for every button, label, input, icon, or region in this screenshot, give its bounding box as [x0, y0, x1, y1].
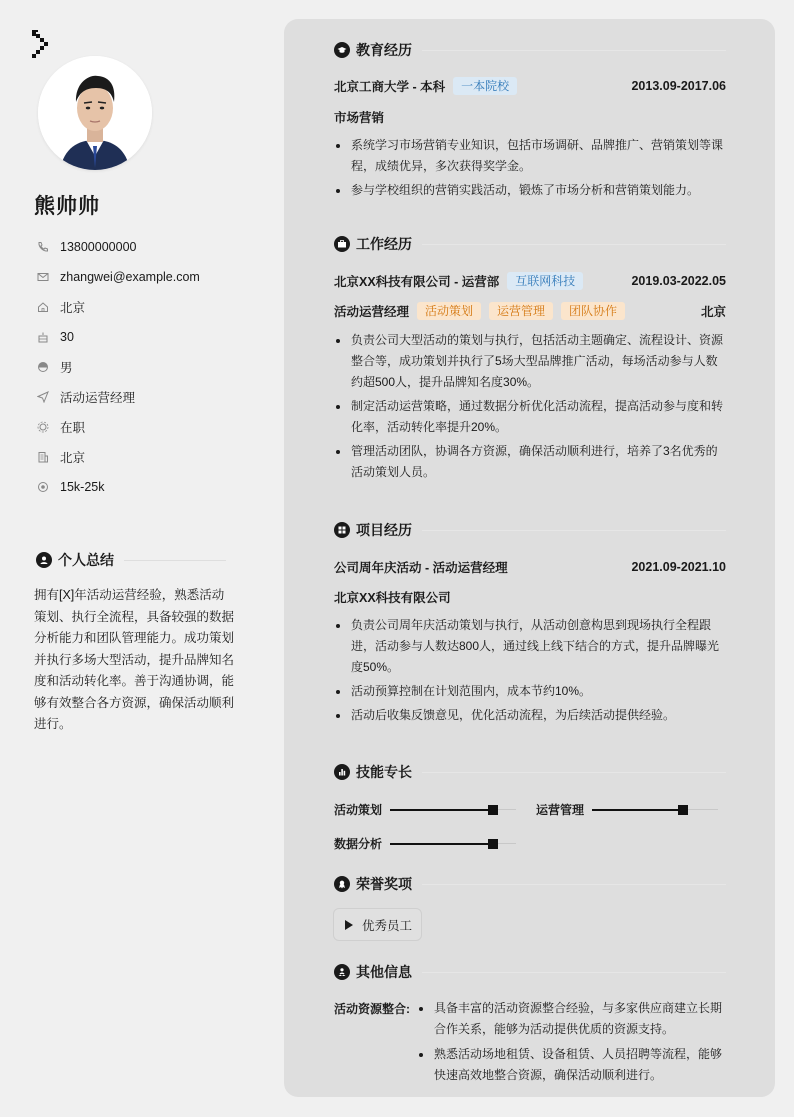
- project-bullets: [334, 615, 726, 729]
- school-name: 北京工商大学 - 本科: [334, 80, 446, 94]
- contact-text: 活动运营经理: [60, 391, 136, 405]
- contact-text: 男: [60, 361, 73, 375]
- salary-icon: [36, 480, 50, 494]
- education-date: 2013.09-2017.06: [631, 79, 726, 93]
- awards-header: [334, 874, 726, 894]
- summary-header: [36, 550, 226, 570]
- summary-title: 个人总结: [58, 552, 114, 568]
- project-row: [334, 558, 726, 576]
- mail-icon: [36, 270, 50, 284]
- other-label: 活动资源整合:: [334, 1002, 410, 1016]
- status-icon: [36, 420, 50, 434]
- list-item: 负责公司大型活动的策划与执行，包括活动主题确定、流程设计、资源整合等，成功策划并执行了5场大型品牌推广活动，每场活动参与人数约超500人，提升品牌知名度30%。: [334, 330, 726, 393]
- gender-icon: [36, 360, 50, 374]
- project-company: 北京XX科技有限公司: [334, 591, 451, 605]
- industry-tag: 互联网科技: [507, 272, 583, 290]
- other-bullets: [417, 998, 727, 1090]
- briefcase-icon: [334, 236, 350, 252]
- user-icon: [36, 552, 52, 568]
- award-item-button[interactable]: [333, 908, 422, 941]
- skill-fill: [592, 809, 683, 811]
- skill-item: [334, 835, 516, 852]
- contact-phone: [36, 232, 256, 262]
- skill-knob: [488, 805, 498, 815]
- age-icon: [36, 330, 50, 344]
- list-item: 负责公司周年庆活动策划与执行，从活动创意构思到现场执行全程跟进，活动参与人数达800人，通过线上线下结合的方式，提升品牌曝光度50%。: [334, 615, 726, 678]
- work-role-row: [334, 302, 726, 320]
- divider: [422, 772, 726, 773]
- other-header: [334, 962, 726, 982]
- skill-name: 活动策划: [334, 803, 383, 817]
- work-header: [334, 234, 726, 254]
- education-row: [334, 77, 726, 95]
- contact-text: 13800000000: [60, 240, 137, 254]
- school-tag: 一本院校: [453, 77, 517, 95]
- divider: [422, 884, 726, 885]
- work-location: 北京: [700, 305, 726, 319]
- list-item: 熟悉活动场地租赁、设备租赁、人员招聘等流程，能够快速高效地整合资源，确保活动顺利进行。: [417, 1044, 727, 1086]
- divider: [422, 50, 726, 51]
- contact-salary: [36, 472, 256, 502]
- contact-text: 北京: [60, 301, 86, 315]
- project-name: 公司周年庆活动 - 活动运营经理: [334, 561, 508, 575]
- list-item: 具备丰富的活动资源整合经验，与多家供应商建立长期合作关系，能够为活动提供优质的资源支持。: [417, 998, 727, 1040]
- skill-knob: [678, 805, 688, 815]
- list-item: 制定活动运营策略，通过数据分析优化活动流程，提高活动参与度和转化率，活动转化率提升20%。: [334, 396, 726, 438]
- education-header: [334, 40, 726, 60]
- profile-name: 熊帅帅: [34, 195, 100, 218]
- skill-item: [334, 801, 516, 818]
- skill-name: 数据分析: [334, 837, 383, 851]
- work-title: 工作经历: [356, 236, 412, 252]
- skill-item: [536, 801, 718, 818]
- list-item: 系统学习市场营销专业知识，包括市场调研、品牌推广、营销策划等课程，成绩优异，多次获得奖学金。: [334, 135, 726, 177]
- work-date: 2019.03-2022.05: [631, 274, 726, 288]
- list-item: 管理活动团队，协调各方资源，确保活动顺利进行，培养了3名优秀的活动策划人员。: [334, 441, 726, 483]
- list-item: 参与学校组织的营销实践活动，锻炼了市场分析和营销策划能力。: [334, 180, 726, 201]
- home-icon: [36, 300, 50, 314]
- project-header: [334, 520, 726, 540]
- work-row: [334, 272, 726, 290]
- project-date: 2021.09-2021.10: [631, 560, 726, 574]
- play-icon: [345, 920, 353, 930]
- skill-fill: [390, 809, 493, 811]
- send-icon: [36, 390, 50, 404]
- skill-knob: [488, 839, 498, 849]
- contact-list: [36, 232, 256, 502]
- skill-bar: [390, 803, 516, 817]
- divider: [422, 530, 726, 531]
- skills-header: [334, 762, 726, 782]
- building-icon: [36, 450, 50, 464]
- divider: [422, 972, 726, 973]
- list-item: 活动预算控制在计划范围内，成本节约10%。: [334, 681, 726, 702]
- skills-title: 技能专长: [356, 764, 412, 780]
- avatar: [38, 56, 152, 170]
- skill-name: 运营管理: [536, 803, 585, 817]
- grid-icon: [334, 522, 350, 538]
- skill-bar: [390, 837, 516, 851]
- contact-text: 30: [60, 330, 74, 344]
- contact-age: [36, 322, 256, 352]
- avatar-photo: [38, 56, 152, 170]
- skill-bar: [592, 803, 718, 817]
- work-role: 活动运营经理: [334, 305, 410, 319]
- contact-text: 15k-25k: [60, 480, 105, 494]
- other-title: 其他信息: [356, 964, 412, 980]
- award-icon: [334, 876, 350, 892]
- education-major: 市场营销: [334, 111, 385, 125]
- project-title: 项目经历: [356, 522, 412, 538]
- awards-title: 荣誉奖项: [356, 876, 412, 892]
- education-bullets: [334, 135, 726, 204]
- company-name: 北京XX科技有限公司 - 运营部: [334, 275, 500, 289]
- contact-status: [36, 412, 256, 442]
- divider: [422, 244, 726, 245]
- divider: [124, 560, 226, 561]
- bar-chart-icon: [334, 764, 350, 780]
- people-icon: [334, 964, 350, 980]
- contact-city: [36, 292, 256, 322]
- contact-text: zhangwei@example.com: [60, 270, 200, 284]
- contact-position: [36, 382, 256, 412]
- skill-tag: 活动策划: [417, 302, 481, 320]
- contact-text: 在职: [60, 421, 86, 435]
- phone-icon: [36, 240, 50, 254]
- work-bullets: [334, 330, 726, 486]
- graduation-cap-icon: [334, 42, 350, 58]
- education-title: 教育经历: [356, 42, 412, 58]
- skill-fill: [390, 843, 493, 845]
- award-label: 优秀员工: [362, 918, 413, 933]
- skill-tag: 运营管理: [489, 302, 553, 320]
- skill-tag: 团队协作: [561, 302, 625, 320]
- logo-icon: [32, 30, 52, 58]
- contact-work-city: [36, 442, 256, 472]
- summary-text: 拥有[X]年活动运营经验，熟悉活动策划、执行全流程，具备较强的数据分析能力和团队管理能力。成功策划并执行多场大型活动，提升品牌知名度和活动转化率。善于沟通协调，能够有效整合各方资源，确保活动顺利进行。: [34, 588, 235, 731]
- list-item: 活动后收集反馈意见，优化活动流程，为后续活动提供经验。: [334, 705, 726, 726]
- contact-text: 北京: [60, 451, 86, 465]
- contact-gender: [36, 352, 256, 382]
- contact-email: [36, 262, 256, 292]
